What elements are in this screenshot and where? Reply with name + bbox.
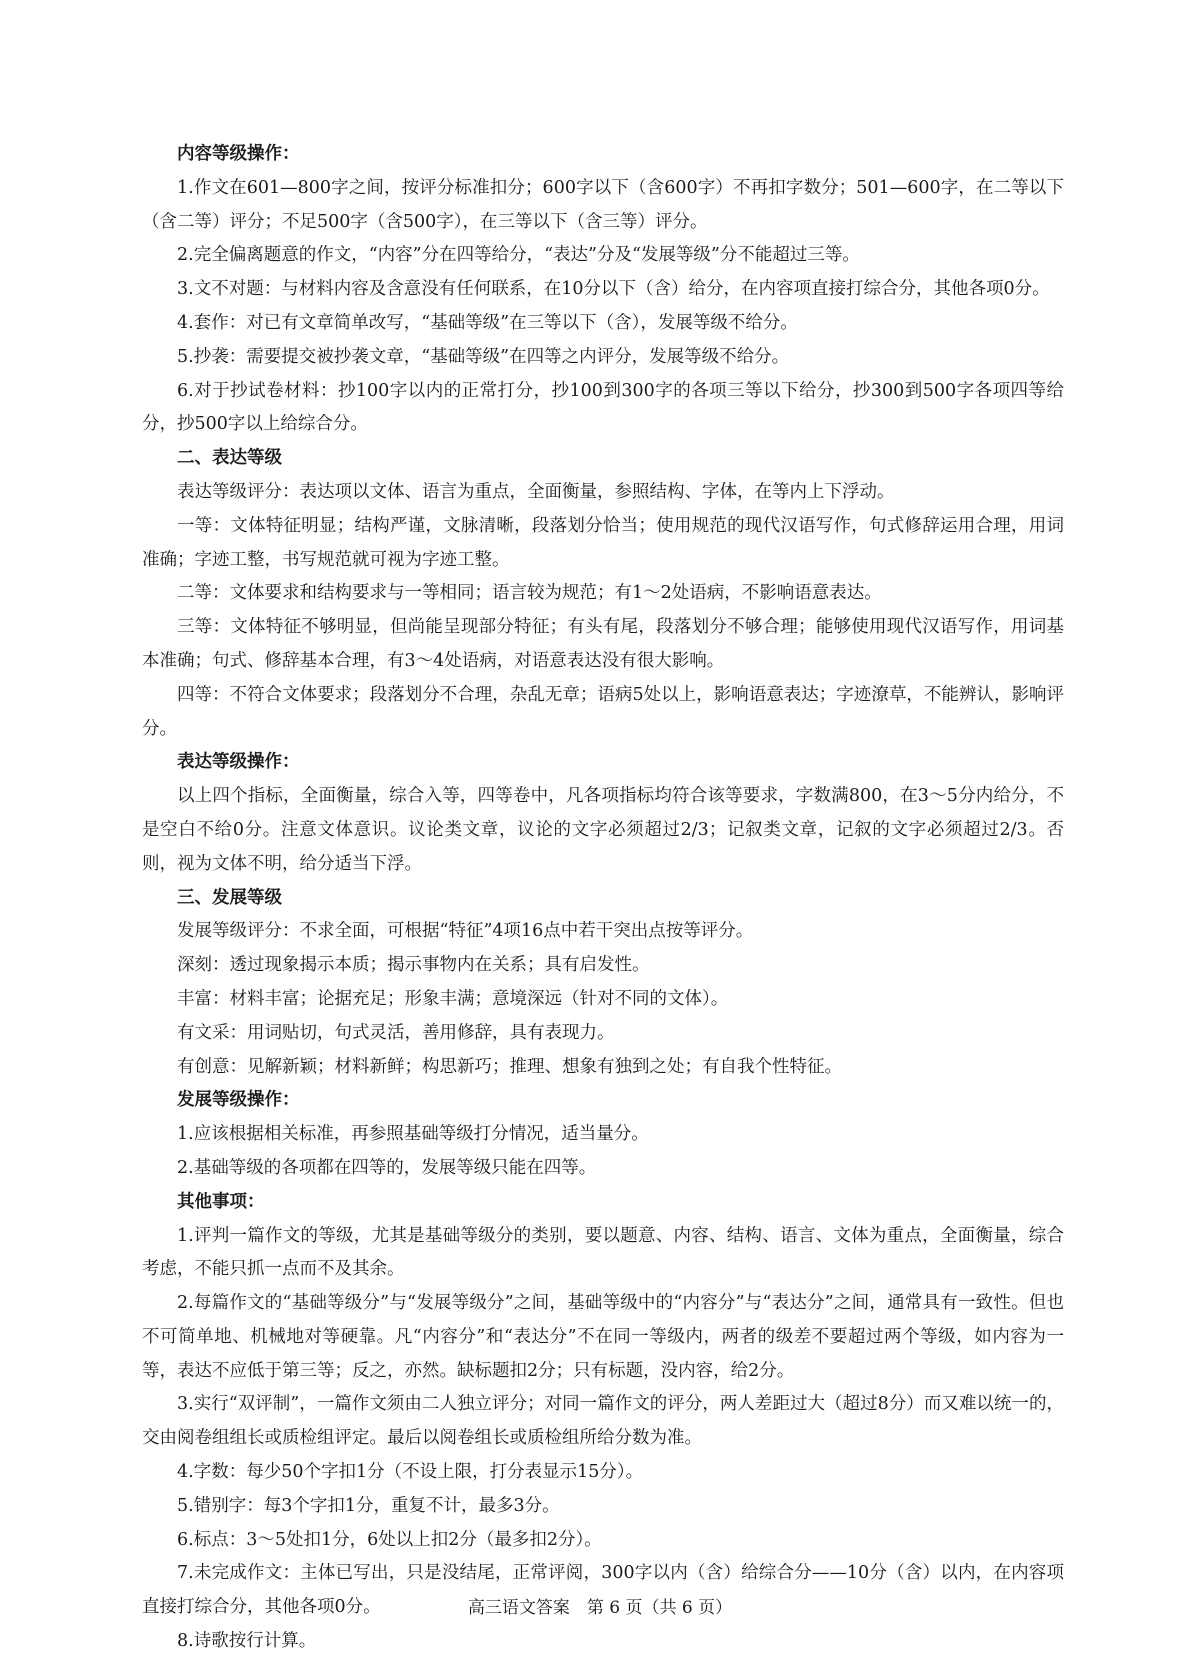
paragraph: 8.诗歌按行计算。 bbox=[177, 1631, 317, 1652]
document-body bbox=[142, 138, 1064, 1659]
section-heading: 表达等级操作： bbox=[177, 752, 300, 773]
paragraph: 有文采：用词贴切，句式灵活，善用修辞，具有表现力。 bbox=[177, 1022, 615, 1043]
paragraph: 2.每篇作文的“基础等级分”与“发展等级分”之间，基础等级中的“内容分”与“表达分”之间，通常具有一致性。但也不可简单地、机械地对等硬靠。凡“内容分”和“表达分”不在同一等级内，两者的级差不要超过两个等级，如内容为一等，表达不应低于第三等；反之，亦然。缺标题扣2分；只有标题，没内容，给2分。 bbox=[142, 1293, 1064, 1381]
paragraph: 4.字数：每少50个字扣1分（不设上限，打分表显示15分）。 bbox=[177, 1462, 644, 1483]
paragraph: 2.基础等级的各项都在四等的，发展等级只能在四等。 bbox=[177, 1157, 597, 1178]
paragraph: 2.完全偏离题意的作文，“内容”分在四等给分，“表达”分及“发展等级”分不能超过三等。 bbox=[177, 245, 860, 266]
page-footer: 高三语文答案 第 6 页（共 6 页） bbox=[467, 1598, 733, 1618]
paragraph: 1.作文在601—800字之间，按评分标准扣分；600字以下（含600字）不再扣字数分；501—600字，在二等以下（含二等）评分；不足500字（含500字），在三等以下（含三等）评分。 bbox=[142, 177, 1064, 232]
paragraph: 深刻：透过现象揭示本质；揭示事物内在关系；具有启发性。 bbox=[177, 955, 650, 976]
paragraph: 以上四个指标，全面衡量，综合入等，四等卷中，凡各项指标均符合该等要求，字数满800，在3～5分内给分，不是空白不给0分。注意文体意识。议论类文章，议论的文字必须超过2/3；记叙类文章，记叙的文字必须超过2/3。否则，视为文体不明，给分适当下浮。 bbox=[142, 786, 1064, 874]
paragraph: 4.套作：对已有文章简单改写，“基础等级”在三等以下（含），发展等级不给分。 bbox=[177, 312, 798, 333]
paragraph: 5.错别字：每3个字扣1分，重复不计，最多3分。 bbox=[177, 1495, 560, 1516]
paragraph: 3.文不对题：与材料内容及含意没有任何联系，在10分以下（含）给分，在内容项直接打综合分，其他各项0分。 bbox=[177, 279, 1050, 300]
paragraph: 1.评判一篇作文的等级，尤其是基础等级分的类别，要以题意、内容、结构、语言、文体为重点，全面衡量，综合考虑，不能只抓一点而不及其余。 bbox=[142, 1225, 1064, 1280]
paragraph: 三等：文体特征不够明显，但尚能呈现部分特征；有头有尾，段落划分不够合理；能够使用现代汉语写作，用词基本准确；句式、修辞基本合理，有3～4处语病，对语意表达没有很大影响。 bbox=[142, 617, 1064, 671]
paragraph: 一等：文体特征明显；结构严谨，文脉清晰，段落划分恰当；使用规范的现代汉语写作，句式修辞运用合理，用词准确；字迹工整，书写规范就可视为字迹工整。 bbox=[142, 515, 1064, 570]
section-heading: 内容等级操作： bbox=[177, 144, 300, 164]
section-heading: 二、表达等级 bbox=[177, 448, 282, 469]
paragraph: 有创意：见解新颖；材料新鲜；构思新巧；推理、想象有独到之处；有自我个性特征。 bbox=[177, 1056, 842, 1077]
paragraph: 四等：不符合文体要求；段落划分不合理，杂乱无章；语病5处以上，影响语意表达；字迹潦草，不能辨认，影响评分。 bbox=[142, 684, 1064, 739]
section-heading: 其他事项： bbox=[177, 1191, 265, 1212]
section-heading: 三、发展等级 bbox=[177, 887, 282, 908]
section-heading: 发展等级操作： bbox=[177, 1090, 300, 1111]
paragraph: 表达等级评分：表达项以文体、语言为重点，全面衡量，参照结构、字体，在等内上下浮动。 bbox=[177, 481, 895, 502]
paragraph: 1.应该根据相关标准，再参照基础等级打分情况，适当量分。 bbox=[177, 1124, 649, 1145]
paragraph: 二等：文体要求和结构要求与一等相同；语言较为规范；有1～2处语病，不影响语意表达。 bbox=[177, 583, 882, 604]
paragraph: 丰富：材料丰富；论据充足；形象丰满；意境深远（针对不同的文体）。 bbox=[177, 988, 729, 1009]
paragraph: 5.抄袭：需要提交被抄袭文章，“基础等级”在四等之内评分，发展等级不给分。 bbox=[177, 346, 790, 367]
paragraph: 3.实行“双评制”，一篇作文须由二人独立评分；对同一篇作文的评分，两人差距过大（超过8分）而又难以统一的，交由阅卷组组长或质检组评定。最后以阅卷组长或质检组所给分数为准。 bbox=[142, 1394, 1064, 1449]
paragraph: 6.对于抄试卷材料：抄100字以内的正常打分，抄100到300字的各项三等以下给分，抄300到500字各项四等给分，抄500字以上给综合分。 bbox=[142, 380, 1064, 435]
paragraph: 7.未完成作文：主体已写出，只是没结尾，正常评阅，300字以内（含）给综合分——10分（含）以内，在内容项直接打综合分，其他各项0分。 bbox=[142, 1563, 1064, 1618]
paragraph: 6.标点：3～5处扣1分，6处以上扣2分（最多扣2分）。 bbox=[177, 1529, 602, 1550]
paragraph: 发展等级评分：不求全面，可根据“特征”4项16点中若干突出点按等评分。 bbox=[177, 921, 754, 942]
